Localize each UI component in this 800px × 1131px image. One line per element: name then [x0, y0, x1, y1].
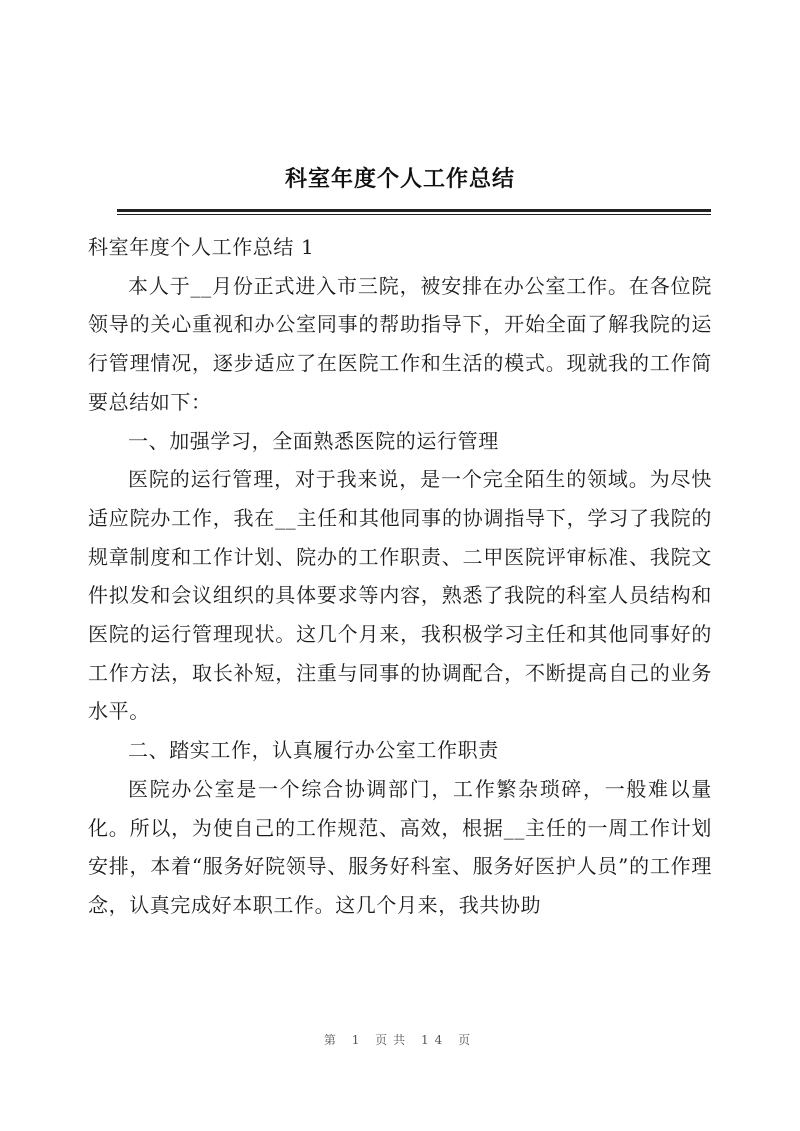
- subheading-1: 一、加强学习，全面熟悉医院的运行管理: [128, 428, 499, 453]
- paragraph-duties: 医院办公室是一个综合协调部门，工作繁杂琐碎，一般难以量化。所以，为使自己的工作规范、高效，根据__主任的一周工作计划安排，本着“服务好院领导、服务好科室、服务好医护人员”的工作理念，认真完成好本职工作。这几个月来，我共协助: [88, 776, 712, 917]
- section-heading: 科室年度个人工作总结 1: [88, 235, 315, 259]
- title-rule-thin: [117, 214, 711, 215]
- subheading-2: 二、踏实工作，认真履行办公室工作职责: [128, 738, 499, 763]
- page-footer: 第 1 页共 14 页: [323, 1033, 477, 1047]
- document-body: [88, 228, 712, 925]
- title-rule-thick: [117, 209, 711, 212]
- paragraph-learning: 医院的运行管理，对于我来说，是一个完全陌生的领域。为尽快适应院办工作，我在__主任和其他同事的协调指导下，学习了我院的规章制度和工作计划、院办的工作职责、二甲医院评审标准、我院文件拟发和会议组织的具体要求等内容，熟悉了我院的科室人员结构和医院的运行管理现状。这几个月来，我积极学习主任和其他同事好的工作方法，取长补短，注重与同事的协调配合，不断提高自己的业务水平。: [88, 467, 712, 724]
- paragraph-intro: 本人于__月份正式进入市三院，被安排在办公室工作。在各位院领导的关心重视和办公室同事的帮助指导下，开始全面了解我院的运行管理情况，逐步适应了在医院工作和生活的模式。现就我的工作简要总结如下：: [88, 273, 712, 414]
- document-title: 科室年度个人工作总结: [284, 167, 515, 192]
